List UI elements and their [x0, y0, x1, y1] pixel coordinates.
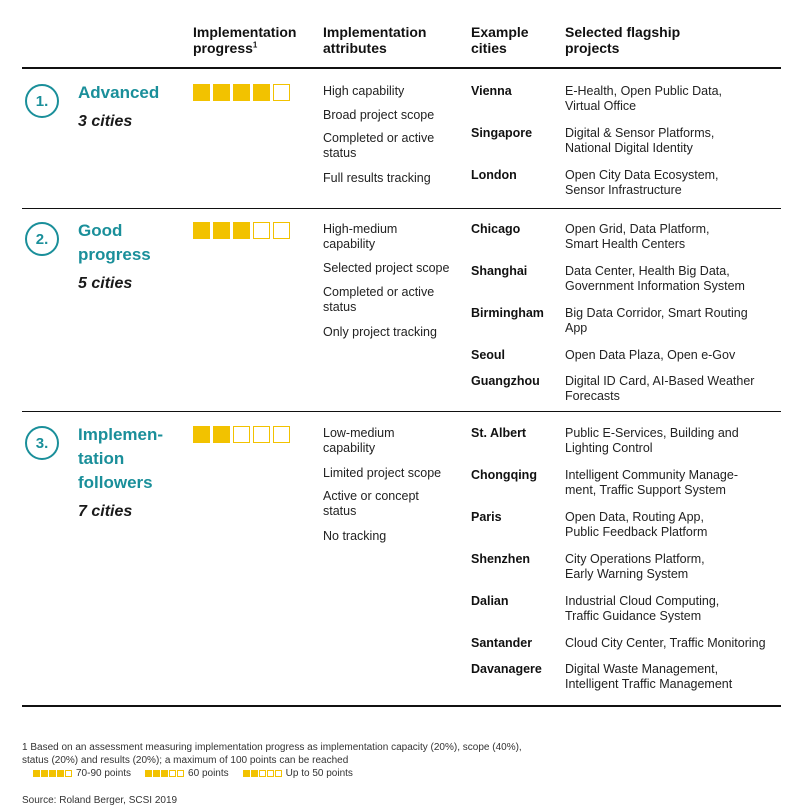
progress-square-filled: [243, 770, 250, 777]
city-projects: E-Health, Open Public Data, Virtual Office: [565, 84, 723, 113]
city-name: Shenzhen: [471, 552, 531, 566]
legend-label: Up to 50 points: [285, 768, 353, 779]
legend-item: [243, 768, 353, 779]
header-attributes: Implementation attributes: [323, 24, 427, 56]
progress-square-filled: [193, 84, 210, 101]
city-name: Birmingham: [471, 306, 544, 320]
city-name: Vienna: [471, 84, 512, 98]
attribute: Completed or active status: [323, 131, 435, 160]
city-name: Chicago: [471, 222, 521, 236]
progress-square-filled: [233, 222, 250, 239]
legend-squares: [243, 770, 283, 777]
city-name: Davanagere: [471, 662, 542, 676]
city-name: Seoul: [471, 348, 506, 362]
legend-label: 60 points: [188, 768, 229, 779]
progress-square-empty: [253, 222, 270, 239]
city-projects: Intelligent Community Manage- ment, Traffic Support System: [565, 468, 738, 497]
attribute: Broad project scope: [323, 108, 435, 122]
attribute: Selected project scope: [323, 261, 450, 275]
city-projects: City Operations Platform, Early Warning System: [565, 552, 705, 581]
city-name: Shanghai: [471, 264, 528, 278]
attribute: Active or concept status: [323, 489, 419, 518]
city-name: Chongqing: [471, 468, 537, 482]
category-title: Good progress: [78, 221, 151, 264]
progress-square-filled: [213, 84, 230, 101]
progress-square-filled: [251, 770, 258, 777]
legend-squares: [145, 770, 185, 777]
progress-square-filled: [145, 770, 152, 777]
progress-square-filled: [213, 222, 230, 239]
category-number: 3.: [25, 426, 59, 460]
city-projects: Open City Data Ecosystem, Sensor Infrastructure: [565, 168, 719, 197]
attribute: No tracking: [323, 529, 387, 543]
attribute: High capability: [323, 84, 405, 98]
category-number: 2.: [25, 222, 59, 256]
city-name: Dalian: [471, 594, 509, 608]
progress-square-filled: [253, 84, 270, 101]
legend-item: [33, 768, 131, 779]
category-count: 7 cities: [78, 503, 133, 520]
city-projects: Digital Waste Management, Intelligent Traffic Management: [565, 662, 733, 691]
progress-square-empty: [177, 770, 184, 777]
progress-square-filled: [193, 222, 210, 239]
progress-square-filled: [161, 770, 168, 777]
progress-square-empty: [275, 770, 282, 777]
progress-square-filled: [57, 770, 64, 777]
progress-square-empty: [253, 426, 270, 443]
footnote: 1 Based on an assessment measuring implementation progress as implementation capacity (20%), scope (40%), status (20%) and results (20%); a maximum of 100 points can be reached: [22, 742, 522, 766]
progress-legend: [33, 768, 367, 779]
progress-square-filled: [33, 770, 40, 777]
attribute: Limited project scope: [323, 466, 442, 480]
city-projects: Open Data, Routing App, Public Feedback Platform: [565, 510, 708, 539]
city-projects: Big Data Corridor, Smart Routing App: [565, 306, 748, 335]
city-name: London: [471, 168, 517, 182]
city-projects: Open Grid, Data Platform, Smart Health Centers: [565, 222, 710, 251]
city-projects: Data Center, Health Big Data, Government Information System: [565, 264, 745, 293]
progress-square-filled: [41, 770, 48, 777]
attribute: Low-medium capability: [323, 426, 395, 455]
header-progress-label: Implementation progress: [193, 24, 297, 56]
progress-square-empty: [273, 222, 290, 239]
attribute: Only project tracking: [323, 325, 437, 339]
legend-item: [145, 768, 229, 779]
progress-square-empty: [259, 770, 266, 777]
progress-square-empty: [273, 426, 290, 443]
progress-square-filled: [233, 84, 250, 101]
city-projects: Public E-Services, Building and Lighting Control: [565, 426, 739, 455]
progress-square-empty: [267, 770, 274, 777]
header-progress: [193, 24, 296, 56]
city-projects: Industrial Cloud Computing, Traffic Guidance System: [565, 594, 720, 623]
progress-square-empty: [233, 426, 250, 443]
header-cities: Example cities: [471, 24, 529, 56]
progress-square-filled: [213, 426, 230, 443]
attribute: Completed or active status: [323, 285, 435, 314]
attribute: High-medium capability: [323, 222, 398, 251]
progress-square-empty: [65, 770, 72, 777]
progress-square-empty: [273, 84, 290, 101]
section-divider: [22, 411, 781, 412]
header-progress-footnote-mark: 1: [252, 40, 258, 50]
city-projects: Open Data Plaza, Open e-Gov: [565, 348, 736, 362]
city-name: Paris: [471, 510, 502, 524]
category-title: Advanced: [78, 83, 160, 102]
progress-square-filled: [153, 770, 160, 777]
city-name: Guangzhou: [471, 374, 540, 388]
city-name: Singapore: [471, 126, 533, 140]
progress-indicator: [193, 426, 290, 443]
header-projects: Selected flagship projects: [565, 24, 681, 56]
section-divider: [22, 208, 781, 209]
city-projects: Digital & Sensor Platforms, National Digital Identity: [565, 126, 715, 155]
header-divider: [22, 67, 781, 69]
city-projects: Digital ID Card, AI-Based Weather Forecasts: [565, 374, 755, 403]
legend-label: 70-90 points: [76, 768, 132, 779]
progress-square-empty: [169, 770, 176, 777]
category-title: Implemen- tation followers: [78, 425, 164, 492]
category-count: 3 cities: [78, 113, 133, 130]
progress-square-filled: [49, 770, 56, 777]
category-number: 1.: [25, 84, 59, 118]
category-count: 5 cities: [78, 275, 133, 292]
source-note: Source: Roland Berger, SCSI 2019: [22, 795, 178, 806]
progress-indicator: [193, 84, 290, 101]
city-projects: Cloud City Center, Traffic Monitoring: [565, 636, 766, 650]
progress-indicator: [193, 222, 290, 239]
city-name: Santander: [471, 636, 533, 650]
city-name: St. Albert: [471, 426, 527, 440]
attribute: Full results tracking: [323, 171, 431, 185]
legend-squares: [33, 770, 73, 777]
progress-square-filled: [193, 426, 210, 443]
table-bottom-rule: [22, 705, 781, 707]
